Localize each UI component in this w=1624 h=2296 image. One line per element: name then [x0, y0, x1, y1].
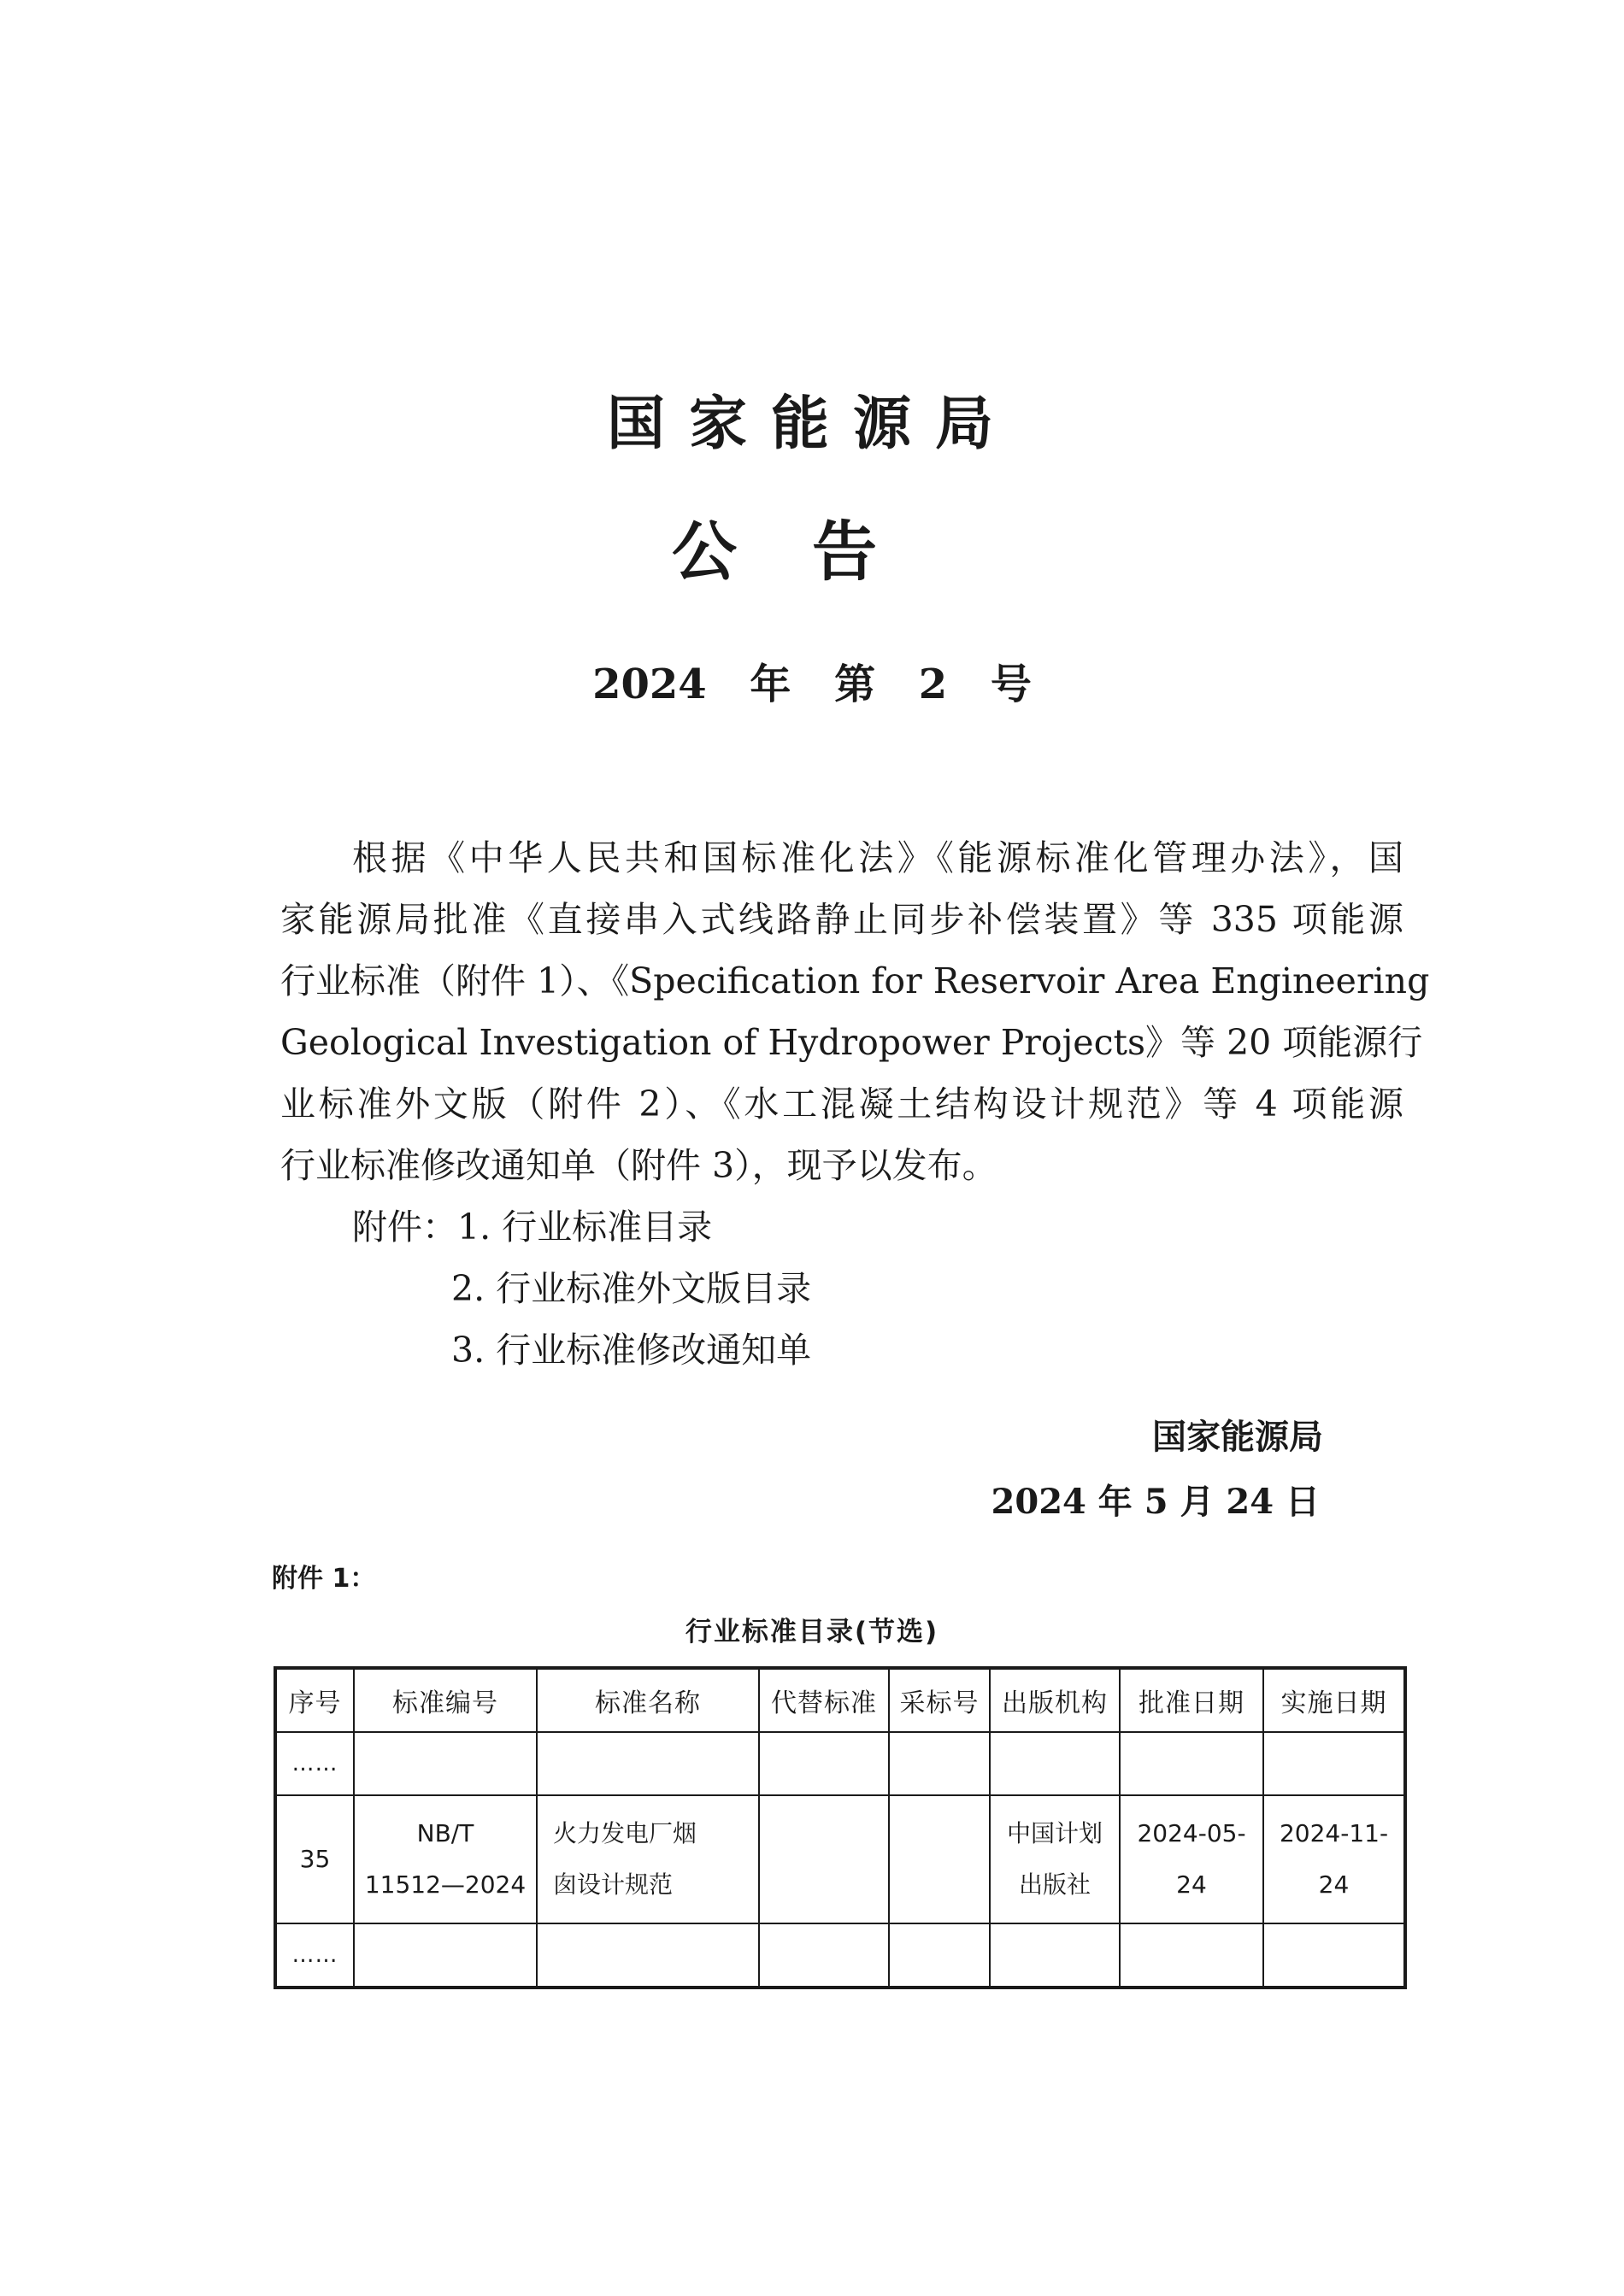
paragraph-line: 行业标准修改通知单（附件 3），现予以发布。 [280, 1145, 997, 1186]
cell-name-line: 火力发电厂烟 [553, 1819, 697, 1847]
empty-cell [1263, 1732, 1405, 1795]
cell-approval-date: 2024-05-24 [1120, 1795, 1263, 1923]
table-header-row [275, 1668, 1405, 1732]
attachments-label: 附件： [352, 1207, 457, 1248]
empty-cell [1120, 1923, 1263, 1988]
paragraph-line: 行业标准（附件 1）、《Specification for Reservoir Area Engineering [280, 960, 1430, 1001]
empty-cell [889, 1732, 990, 1795]
cell-number-line: 11512—2024 [364, 1870, 527, 1899]
document-type-title: 公告 [672, 514, 952, 590]
cell-number-line: NB/T [416, 1819, 474, 1847]
announcement-body [280, 827, 1430, 1381]
issuer-title: 国家能源局 [606, 390, 1017, 458]
empty-cell [1263, 1923, 1405, 1988]
empty-cell [537, 1923, 759, 1988]
col-header-replaces: 代替标准 [759, 1668, 889, 1732]
col-header-publisher: 出版机构 [990, 1668, 1120, 1732]
empty-cell [759, 1923, 889, 1988]
paragraph-line: 家能源局批准《直接串入式线路静止同步补偿装置》等 335 项能源 [280, 899, 1403, 940]
empty-cell [354, 1732, 537, 1795]
empty-cell [889, 1923, 990, 1988]
cell-seq: 35 [275, 1795, 354, 1923]
col-header-seq: 序号 [275, 1668, 354, 1732]
col-header-number: 标准编号 [354, 1668, 537, 1732]
document-number: 2024 年 第 2 号 [592, 661, 1032, 708]
attachment-item: 2. 行业标准外文版目录 [451, 1268, 812, 1309]
empty-cell [1120, 1732, 1263, 1795]
attachment-item: 1. 行业标准目录 [457, 1207, 713, 1248]
signature-organization: 国家能源局 [1152, 1418, 1323, 1457]
empty-cell [354, 1923, 537, 1988]
empty-cell [537, 1732, 759, 1795]
cell-number [354, 1795, 537, 1923]
cell-publisher-line: 出版社 [1018, 1870, 1091, 1899]
table-row-ellipsis [275, 1732, 1405, 1795]
table-row [275, 1795, 1405, 1923]
paragraph-line: 业标准外文版（附件 2）、《水工混凝土结构设计规范》等 4 项能源 [280, 1083, 1403, 1125]
signature-date: 2024 年 5 月 24 日 [991, 1482, 1320, 1522]
col-header-name: 标准名称 [537, 1668, 759, 1732]
table-title: 行业标准目录(节选) [685, 1617, 939, 1647]
empty-cell [759, 1732, 889, 1795]
empty-cell [990, 1923, 1120, 1988]
ellipsis-cell: …… [275, 1923, 354, 1988]
attachment-item: 3. 行业标准修改通知单 [451, 1330, 812, 1371]
col-header-approval-date: 批准日期 [1120, 1668, 1263, 1732]
cell-effective-date: 2024-11-24 [1263, 1795, 1405, 1923]
cell-name [537, 1795, 759, 1923]
col-header-effective-date: 实施日期 [1263, 1668, 1405, 1732]
cell-publisher-line: 中国计划 [1006, 1819, 1103, 1847]
paragraph-line: 根据《中华人民共和国标准化法》《能源标准化管理办法》，国 [352, 837, 1403, 878]
paragraph-line: Geological Investigation of Hydropower Projects》等 20 项能源行 [280, 1022, 1423, 1063]
table-row-ellipsis [275, 1923, 1405, 1988]
cell-replaces [759, 1795, 889, 1923]
cell-adopted [889, 1795, 990, 1923]
standards-table [274, 1666, 1407, 1989]
attachment1-label: 附件 1： [272, 1564, 376, 1594]
col-header-adopted: 采标号 [889, 1668, 990, 1732]
attachments-list-first [280, 1196, 1403, 1258]
empty-cell [990, 1732, 1120, 1795]
ellipsis-cell: …… [275, 1732, 354, 1795]
cell-publisher [990, 1795, 1120, 1923]
cell-name-line: 囱设计规范 [553, 1870, 674, 1899]
